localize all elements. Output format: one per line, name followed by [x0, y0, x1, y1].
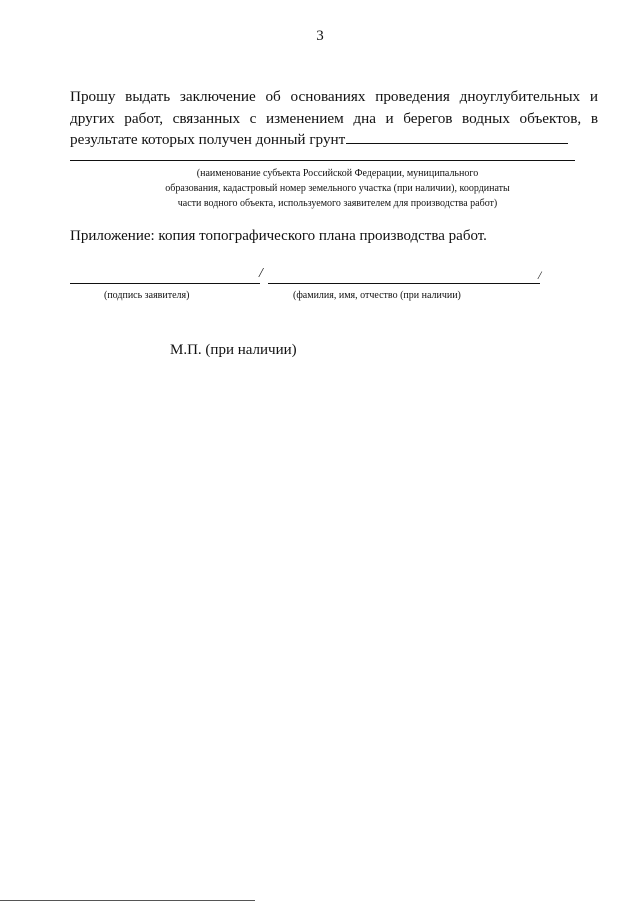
request-paragraph	[70, 86, 598, 151]
footnote-separator	[0, 900, 255, 901]
signature-caption: (подпись заявителя)	[104, 290, 190, 301]
subject-caption	[70, 166, 605, 211]
caption-line-3: части водного объекта, используемого заявителем для производства работ)	[177, 198, 498, 209]
soil-blank-line	[346, 129, 568, 144]
request-text: Прошу выдать заключение об основаниях проведения дноуглубительных и других работ, связанных с изменением дна и берегов водных объектов, в результате которых получен донный грунт	[70, 88, 598, 148]
caption-line-1: (наименование субъекта Российской Федерации, муниципального	[196, 168, 479, 179]
signature-separator: /	[259, 266, 263, 281]
stamp-placeholder: М.П. (при наличии)	[170, 342, 297, 358]
name-trailing-slash: /	[538, 268, 542, 282]
name-caption: (фамилия, имя, отчество (при наличии)	[293, 290, 461, 301]
name-blank-line	[268, 283, 540, 284]
page-number: 3	[316, 28, 324, 44]
signature-blank-line	[70, 283, 260, 284]
appendix-text: Приложение: копия топографического плана производства работ.	[70, 228, 487, 244]
caption-line-2: образования, кадастровый номер земельного участка (при наличии), координаты	[165, 183, 510, 194]
subject-blank-line	[70, 160, 575, 161]
